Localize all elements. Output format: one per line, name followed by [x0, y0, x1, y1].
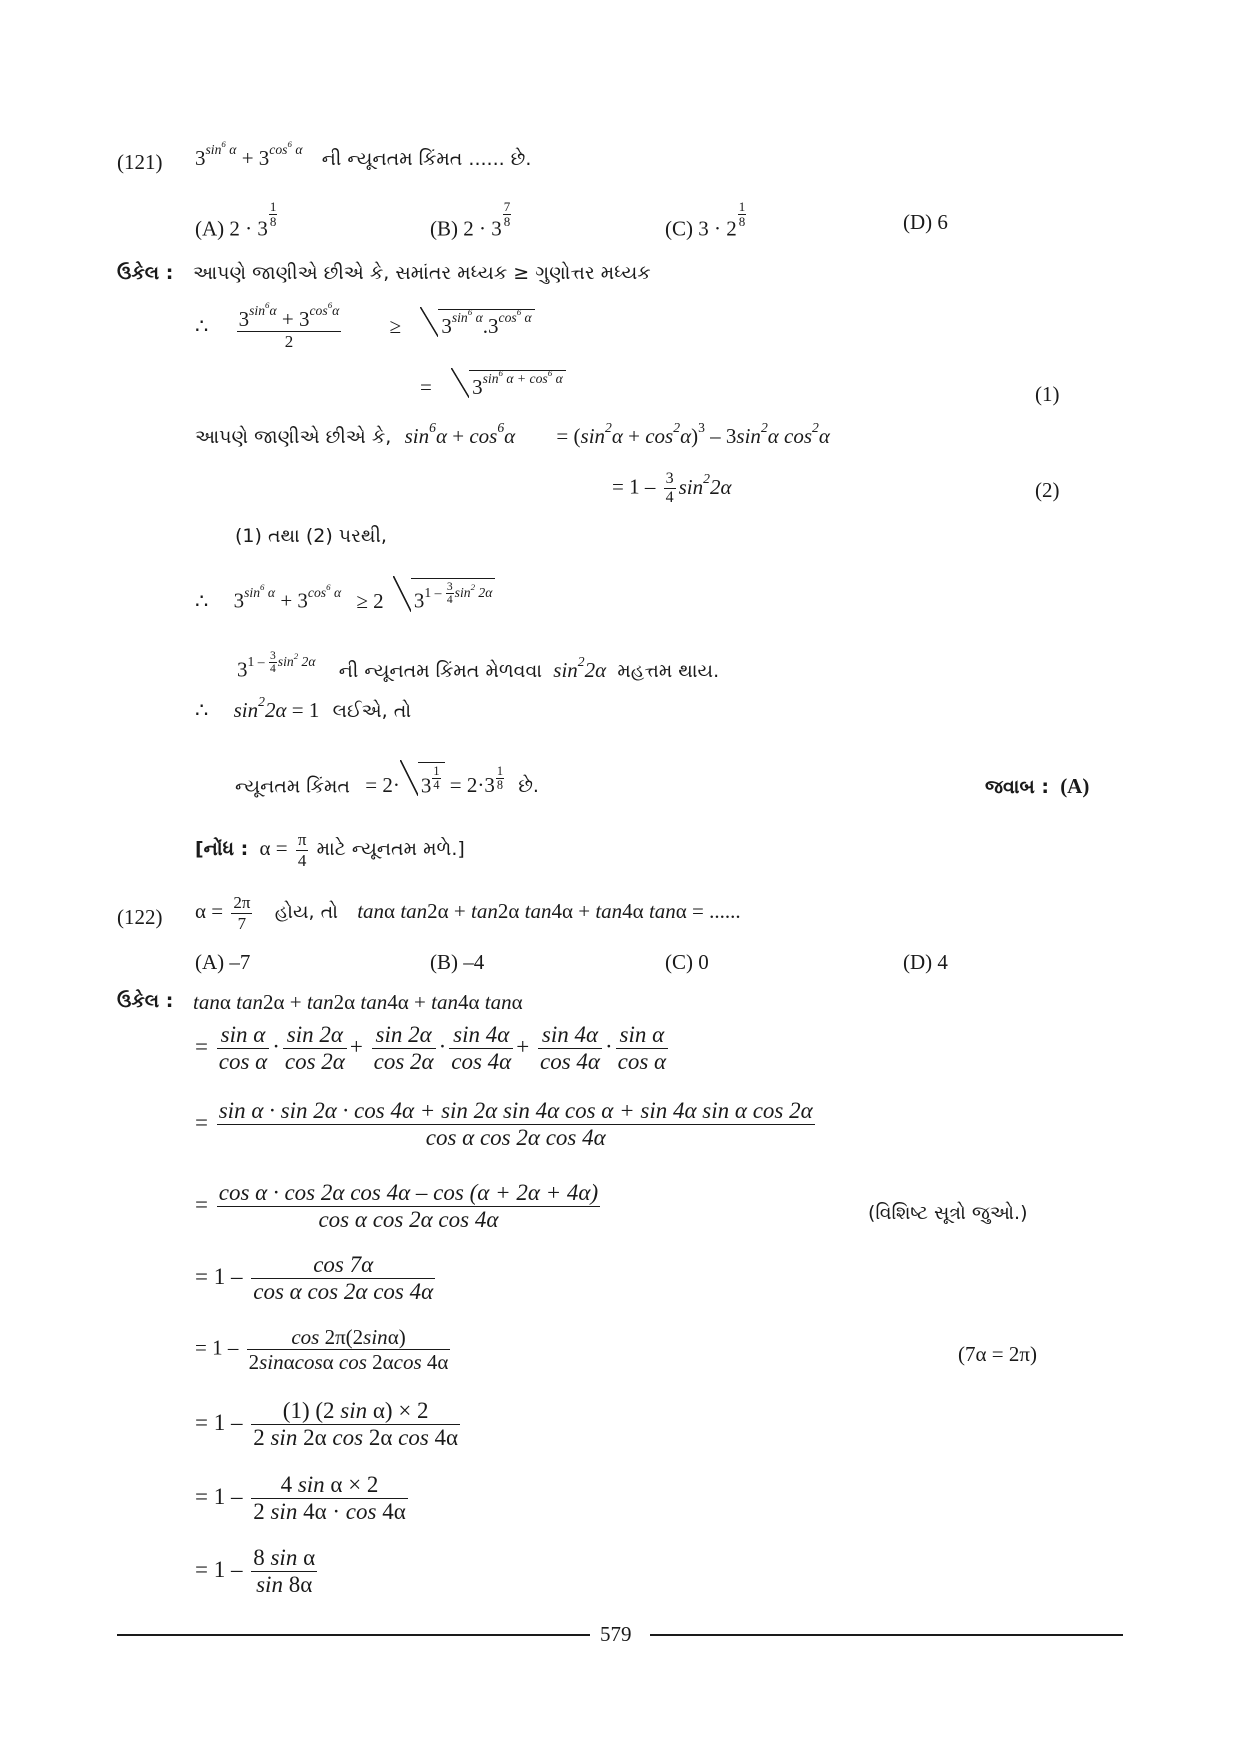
q122-step-3: = $\frac{\text{cos α · cos 2α cos 4α – cos (α + 2α + 4α)}}{\text{cos α cos 2α cos 4α}}$ [195, 1180, 599, 1233]
q122-step-0: tanα tan2α + tan2α tan4α + tan4α tanα [193, 990, 523, 1014]
q121-am-gm-step-2: = $3^{sin^6 \alpha + cos^6 \alpha}$ [420, 370, 566, 400]
q121-eq2: (2) [1035, 478, 1060, 502]
q121-from-1-2: (1) તથા (2) પરથી, [235, 525, 387, 547]
q122-solution-label: ઉકેલ : [117, 990, 174, 1012]
q122-condition: (7α = 2π) [958, 1342, 1037, 1366]
q121-number: (121) [117, 150, 163, 174]
q122-option-d: (D) 4 [903, 950, 948, 974]
q122-step-1: = $\frac{\text{sin α}}{\text{cos α}}$ · $\frac{\sin 2\alpha}{\cos 2\alpha}$ + $\frac{\sin 2\alpha}{\cos 2\alpha}$ · $\frac{\sin 4\alpha}{\cos 4\alpha}$ + $\frac{\sin 4\alpha}{\cos 4\alpha}$ · $\frac{\text{sin α}}{\text{cos α}}$ [195, 1022, 667, 1075]
q121-option-d: (D) 6 [903, 210, 948, 234]
q122-step-4: = 1 – $\frac{\cos 7\alpha}{\text{cos α cos 2α cos 4α}}$ [195, 1252, 434, 1305]
q122-number: (122) [117, 905, 163, 929]
q122-step-6: = 1 – $\frac{\text{(1) (2 sin α) × 2}}{\text{2 sin 2α cos 2α cos 4α}}$ [195, 1398, 459, 1451]
q121-solution-label: ઉકેલ : [117, 262, 174, 284]
q122-step-7: = 1 – $\frac{\text{4 sin α × 2}}{2 \sin 4\alpha \cdot \cos 4\alpha}$ [195, 1472, 406, 1525]
page-number: 579 [600, 1622, 632, 1646]
q121-option-b: (B) 2 · 3 $\frac{7}{8}$ [430, 199, 511, 241]
q122-option-c: (C) 0 [665, 950, 709, 974]
q121-solution-intro: આપણે જાણીએ છીએ કે, સમાંતર મધ્યક ≥ ગુણોત્તર મધ્યક [193, 262, 651, 284]
q121-note: [નોંધ : α = $\frac{\pi}{4}$ માટે ન્યૂનતમ મળે.] [195, 830, 465, 870]
q121-identity-2: = 1 – $\frac{3}{4}$ $\sin^22\alpha$ [612, 470, 732, 507]
q122-step-8: = 1 – $\frac{\text{8 sin α}}{\sin 8\alpha}$ [195, 1545, 316, 1598]
q121-answer: જવાબ : (A) [985, 774, 1090, 798]
q122-special-note: (વિશિષ્ટ સૂત્રો જુઓ.) [868, 1202, 1028, 1224]
q122-option-b: (B) –4 [430, 950, 485, 974]
q121-question: $3^{sin^6 \alpha} + 3^{cos^6 \alpha}$ ની ન્યૂનતમ કિંમત ...... છે. [195, 139, 532, 170]
footer-rule-right [650, 1634, 1123, 1636]
q121-question-text: ની ન્યૂનતમ કિંમત ...... છે. [321, 148, 532, 170]
q122-question: α = $\frac{2\pi}{7}$ હોય, તો tanα tan2α + tan2α tan4α + tan4α tanα = ...... [195, 893, 741, 933]
q121-option-c: (C) 3 · 2 $\frac{1}{8}$ [665, 199, 746, 241]
q122-option-a: (A) –7 [195, 950, 251, 974]
q121-option-a: (A) 2 · 3 $\frac{1}{8}$ [195, 199, 277, 241]
q121-min-value: ન્યૂનતમ કિંમત = 2· 3 $^{\frac{1}{4}}$ = 2·3 $^{\frac{1}{8}}$ છે. [235, 764, 539, 798]
q121-eq1: (1) [1035, 382, 1060, 406]
q121-am-gm-step: ∴ $\frac{3^{sin^6\alpha} + 3^{cos^6\alpha}}{2}$ ≥ $3^{sin^6 \alpha}.3^{cos^6 \alpha}$ [195, 305, 535, 352]
q122-step-2: = sin α · sin 2α · cos 4α + sin 2α sin 4α cos α + sin 4α sin α cos 2α cos α cos 2α cos 4α [195, 1098, 813, 1151]
q121-min-statement: $3^{1 - \frac{3}{4} sin^2 2\alpha}$ ની ન્યૂનતમ કિંમત મેળવવા $\sin^22\alpha$ મહત્તમ થાય. [237, 649, 720, 682]
footer-rule-left [117, 1634, 590, 1636]
q122-step-5: = 1 – $\frac{\cos 2\pi(2\sin\alpha)}{\text{2sinαcosα cos 2αcos 4α}}$ [195, 1325, 449, 1375]
q121-take-max: ∴ $\sin^22\alpha = 1$ લઈએ, તો [195, 694, 412, 722]
q121-identity: આપણે જાણીએ છીએ કે, $\sin^6\alpha + \cos^6\alpha = (\sin^2\alpha + \cos^2\alpha)^3 - 3\sin^2\alpha$ $\cos^2\alpha$ [195, 420, 830, 448]
q121-inequality: ∴ $3^{sin^6 \alpha} + 3^{cos^6 \alpha} \ge 2$ $3^{1 - \frac{3}{4} sin^2 2\alpha}$ [195, 578, 495, 614]
